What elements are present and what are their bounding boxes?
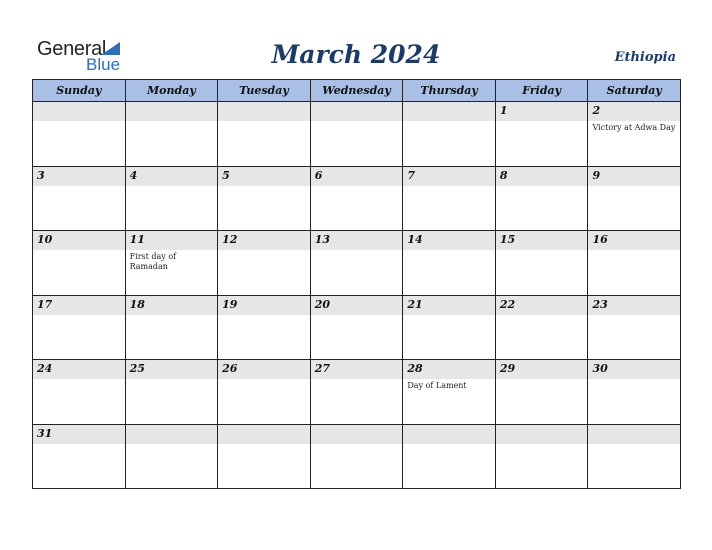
day-number-band (496, 425, 588, 444)
day-cell (311, 231, 404, 295)
holiday-label: Victory at Adwa Day (592, 123, 676, 132)
week-row (33, 296, 680, 361)
day-cell (33, 425, 126, 489)
calendar-title: March 2024 (271, 40, 441, 69)
day-cell (403, 231, 496, 295)
day-number: 7 (407, 168, 415, 182)
day-cell (218, 102, 311, 166)
day-cell (588, 296, 680, 360)
week-row (33, 425, 680, 489)
day-number: 21 (407, 297, 423, 311)
day-cell (218, 296, 311, 360)
weekday-header: Thursday (403, 80, 496, 101)
day-cell (588, 102, 680, 166)
day-number-band (311, 102, 403, 121)
day-cell (126, 231, 219, 295)
day-number-band (403, 167, 495, 186)
day-cell (33, 296, 126, 360)
day-number: 23 (592, 297, 608, 311)
day-number: 13 (314, 233, 331, 246)
week-row (33, 167, 680, 232)
day-number: 10 (37, 233, 53, 246)
weekday-header-row (33, 80, 680, 102)
day-cell (33, 102, 126, 166)
week-row (33, 231, 680, 296)
day-cell (126, 102, 219, 166)
day-number: 6 (314, 168, 323, 182)
day-number-band (311, 167, 403, 186)
logo-text-blue: Blue (86, 55, 121, 74)
day-number-band (588, 102, 680, 121)
day-number-band (126, 425, 218, 444)
day-number: 22 (499, 297, 516, 311)
day-cell (588, 360, 680, 424)
day-cell (496, 231, 589, 295)
day-cell (403, 167, 496, 231)
day-cell (496, 296, 589, 360)
day-number-band (403, 102, 495, 121)
day-number-band (218, 425, 310, 444)
day-cell (218, 167, 311, 231)
day-cell (311, 296, 404, 360)
day-cell (126, 425, 219, 489)
day-cell (588, 167, 680, 231)
day-cell (218, 425, 311, 489)
day-cell (403, 425, 496, 489)
weekday-header: Wednesday (311, 80, 404, 101)
day-cell (33, 360, 126, 424)
day-number-band (33, 167, 125, 186)
day-number: 15 (499, 233, 516, 246)
day-cell (126, 360, 219, 424)
day-number: 24 (37, 362, 53, 375)
weekday-header: Friday (496, 80, 589, 101)
day-number-band (496, 167, 588, 186)
day-number: 26 (222, 362, 238, 375)
day-number: 5 (222, 168, 230, 182)
day-cell (218, 360, 311, 424)
week-row (33, 360, 680, 425)
day-number-band (496, 102, 588, 121)
day-number: 17 (37, 297, 53, 311)
logo-text-general: General (37, 38, 107, 60)
day-number: 2 (592, 104, 601, 117)
day-number-band (218, 102, 310, 121)
day-number: 18 (129, 297, 145, 311)
day-cell (311, 425, 404, 489)
day-number: 28 (407, 362, 423, 375)
day-cell (33, 167, 126, 231)
day-number-band (588, 425, 680, 444)
day-number: 25 (129, 362, 145, 375)
day-number: 29 (499, 362, 516, 375)
day-cell (403, 102, 496, 166)
day-cell (311, 360, 404, 424)
day-number: 16 (592, 233, 608, 246)
week-row (33, 102, 680, 167)
day-cell (126, 167, 219, 231)
weekday-header: Monday (126, 80, 219, 101)
day-cell (218, 231, 311, 295)
day-number-band (588, 167, 680, 186)
day-number: 8 (499, 168, 508, 182)
day-number: 19 (222, 297, 238, 311)
day-number-band (218, 167, 310, 186)
day-number: 20 (314, 297, 331, 311)
day-cell (311, 167, 404, 231)
weekday-header: Saturday (606, 84, 662, 97)
country-label: Ethiopia (614, 50, 676, 65)
day-cell (403, 296, 496, 360)
day-cell (403, 360, 496, 424)
holiday-label: First day of Ramadan (129, 252, 177, 271)
holiday-label: Day of Lament (407, 381, 467, 390)
day-number: 27 (314, 362, 331, 375)
day-cell (496, 102, 589, 166)
weekday-header: Sunday (33, 80, 126, 101)
day-number-band (311, 425, 403, 444)
day-cell (126, 296, 219, 360)
day-number: 1 (499, 104, 508, 117)
day-number: 3 (37, 168, 45, 182)
day-cell (496, 425, 589, 489)
day-cell (311, 102, 404, 166)
day-number-band (33, 102, 125, 121)
day-cell (496, 360, 589, 424)
day-cell (588, 231, 680, 295)
day-number-band (403, 425, 495, 444)
calendar-grid (33, 102, 680, 488)
day-cell (33, 231, 126, 295)
day-number-band (126, 102, 218, 121)
weekday-header: Tuesday (218, 80, 311, 101)
day-number: 11 (129, 233, 145, 246)
day-number: 30 (592, 362, 608, 375)
month-calendar (32, 79, 681, 489)
day-number: 14 (407, 233, 423, 246)
day-number: 9 (592, 168, 601, 182)
day-number: 4 (129, 168, 138, 182)
day-number: 12 (222, 233, 238, 246)
day-number: 31 (37, 426, 53, 440)
day-cell (588, 425, 680, 489)
day-number-band (126, 167, 218, 186)
day-cell (496, 167, 589, 231)
